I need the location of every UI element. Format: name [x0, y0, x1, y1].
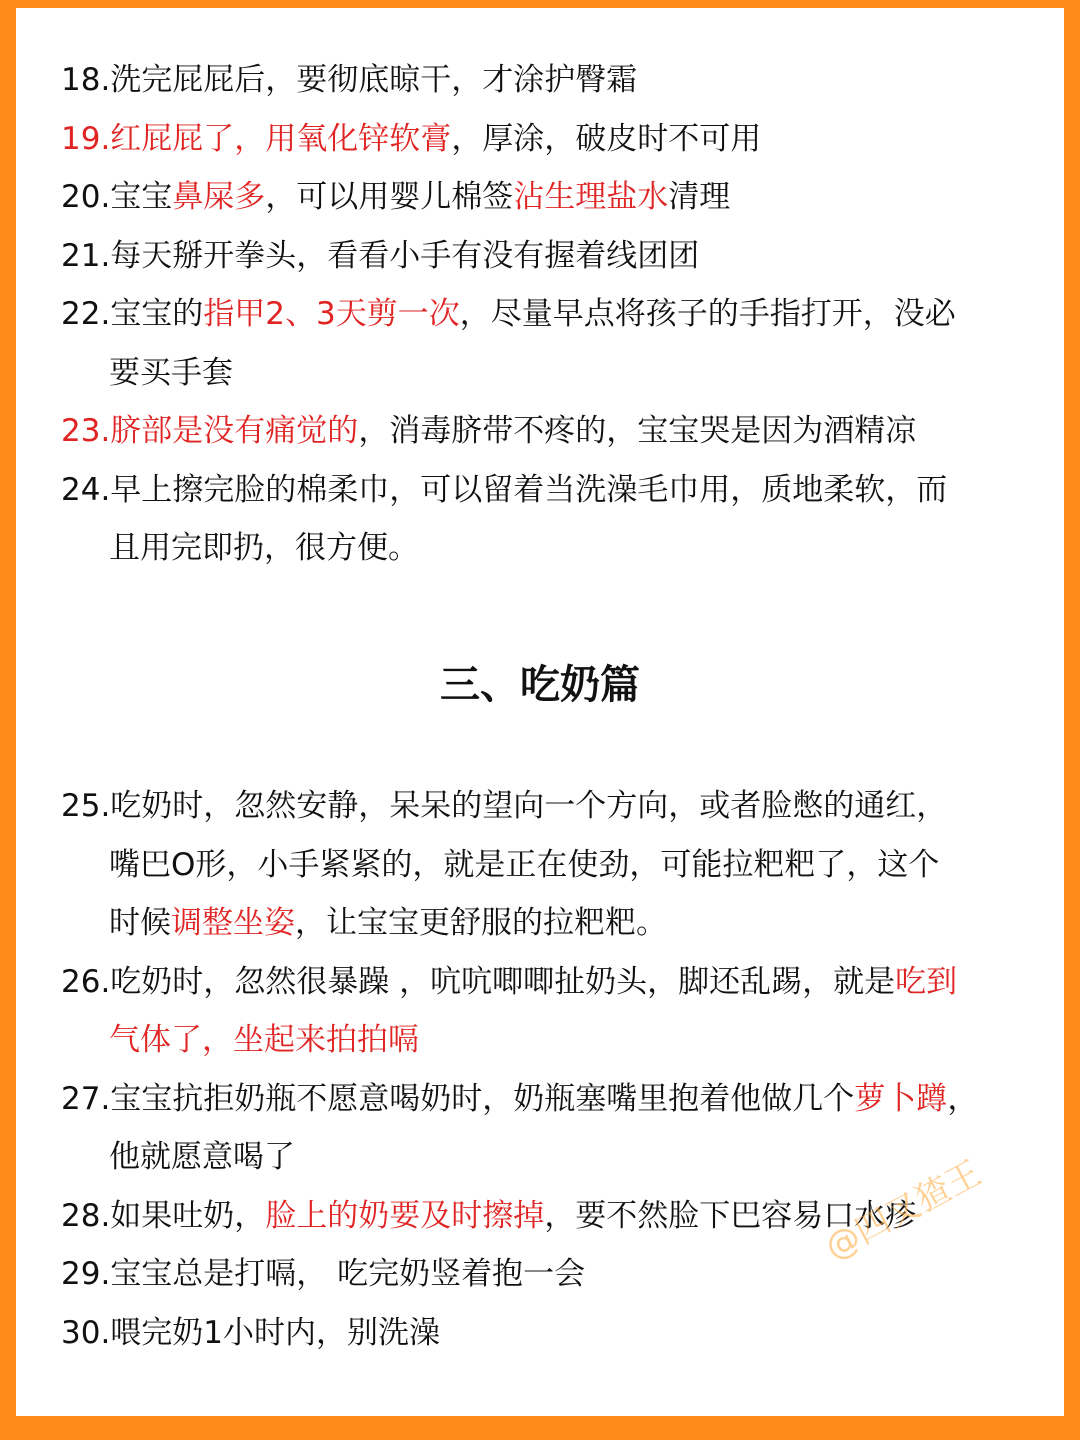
body-text: ，厚涂，破皮时不可用 — [451, 120, 762, 157]
highlight-text: 沾生理盐水 — [513, 179, 669, 215]
tip-item-27 — [61, 1079, 1051, 1119]
tip-item-30 — [61, 1313, 1051, 1353]
body-text: 清理 — [668, 179, 731, 215]
body-text: 30.喂完奶1小时内，别洗澡 — [61, 1314, 441, 1351]
body-text: 26.吃奶时，忽然很暴躁 ，吭吭唧唧扯奶头，脚还乱踢，就是 — [61, 963, 896, 1000]
body-text: ，要不然脸下巴容易口水疹 — [544, 1197, 917, 1234]
highlight-text: 气体了，坐起来拍拍嗝 — [109, 1022, 419, 1058]
tip-item-25-cont-1 — [109, 845, 1064, 885]
highlight-text: 萝卜蹲 — [854, 1080, 948, 1117]
body-text: 28.如果吐奶， — [61, 1197, 266, 1234]
body-text: 21.每天掰开拳头，看看小手有没有握着线团团 — [61, 237, 700, 274]
highlight-text: 鼻屎多 — [172, 179, 266, 215]
tip-item-22 — [61, 294, 1051, 334]
tip-item-20 — [61, 177, 1051, 217]
body-text: 时候 — [109, 905, 171, 941]
highlight-text: 吃到 — [895, 963, 958, 1000]
tip-item-25 — [61, 786, 1051, 826]
body-text: ，让宝宝更舒服的拉粑粑。 — [295, 905, 667, 941]
section-title: 三、吃奶篇 — [440, 662, 640, 708]
tip-item-19 — [61, 119, 1051, 159]
body-text: 他就愿意喝了 — [109, 1139, 295, 1175]
body-text: ，消毒脐带不疼的，宝宝哭是因为酒精凉 — [358, 413, 917, 449]
body-text: 22.宝宝的 — [61, 296, 204, 332]
body-text: 20.宝宝 — [61, 179, 173, 215]
watermark: @四叉猹王 — [818, 1152, 988, 1269]
highlight-text: 23.脐部是没有痛觉的 — [61, 413, 359, 449]
body-text: ， — [947, 1080, 979, 1117]
tip-item-26-cont-1 — [109, 1020, 1064, 1060]
tip-item-26 — [61, 962, 1051, 1002]
tip-item-22-cont-1 — [109, 353, 1064, 393]
body-text: 24.早上擦完脸的棉柔巾，可以留着当洗澡毛巾用，质地柔软，而 — [61, 471, 948, 508]
tip-item-24-cont-1 — [109, 528, 1064, 568]
highlight-text: 调整坐姿 — [171, 905, 295, 941]
highlight-text: 脸上的奶要及时擦掉 — [265, 1197, 545, 1234]
highlight-text: 19.红屁屁了，用氧化锌软膏 — [61, 120, 452, 157]
body-text: 27.宝宝抗拒奶瓶不愿意喝奶时，奶瓶塞嘴里抱着他做几个 — [61, 1080, 855, 1117]
document-page — [16, 8, 1064, 1416]
body-text: ，可以用婴儿棉签 — [265, 179, 514, 215]
body-text: 要买手套 — [109, 354, 233, 391]
body-text: 25.吃奶时，忽然安静，呆呆的望向一个方向，或者脸憋的通红， — [61, 788, 948, 824]
body-text: 18.洗完屁屁后，要彻底晾干，才涂护臀霜 — [61, 62, 638, 98]
tip-item-21 — [61, 236, 1051, 276]
tip-item-24 — [61, 470, 1051, 510]
tip-item-29 — [61, 1254, 1051, 1294]
body-text: 且用完即扔，很方便。 — [109, 530, 419, 566]
body-text: 29.宝宝总是打嗝， 吃完奶竖着抱一会 — [61, 1256, 586, 1292]
highlight-text: 指甲2、3天剪一次 — [203, 296, 460, 332]
body-text: ，尽量早点将孩子的手指打开，没必 — [459, 296, 956, 332]
body-text: 嘴巴O形，小手紧紧的，就是正在使劲，可能拉粑粑了，这个 — [109, 846, 940, 883]
tip-item-25-cont-2 — [109, 903, 1064, 943]
tip-item-23 — [61, 411, 1051, 451]
tip-item-18 — [61, 60, 1051, 100]
